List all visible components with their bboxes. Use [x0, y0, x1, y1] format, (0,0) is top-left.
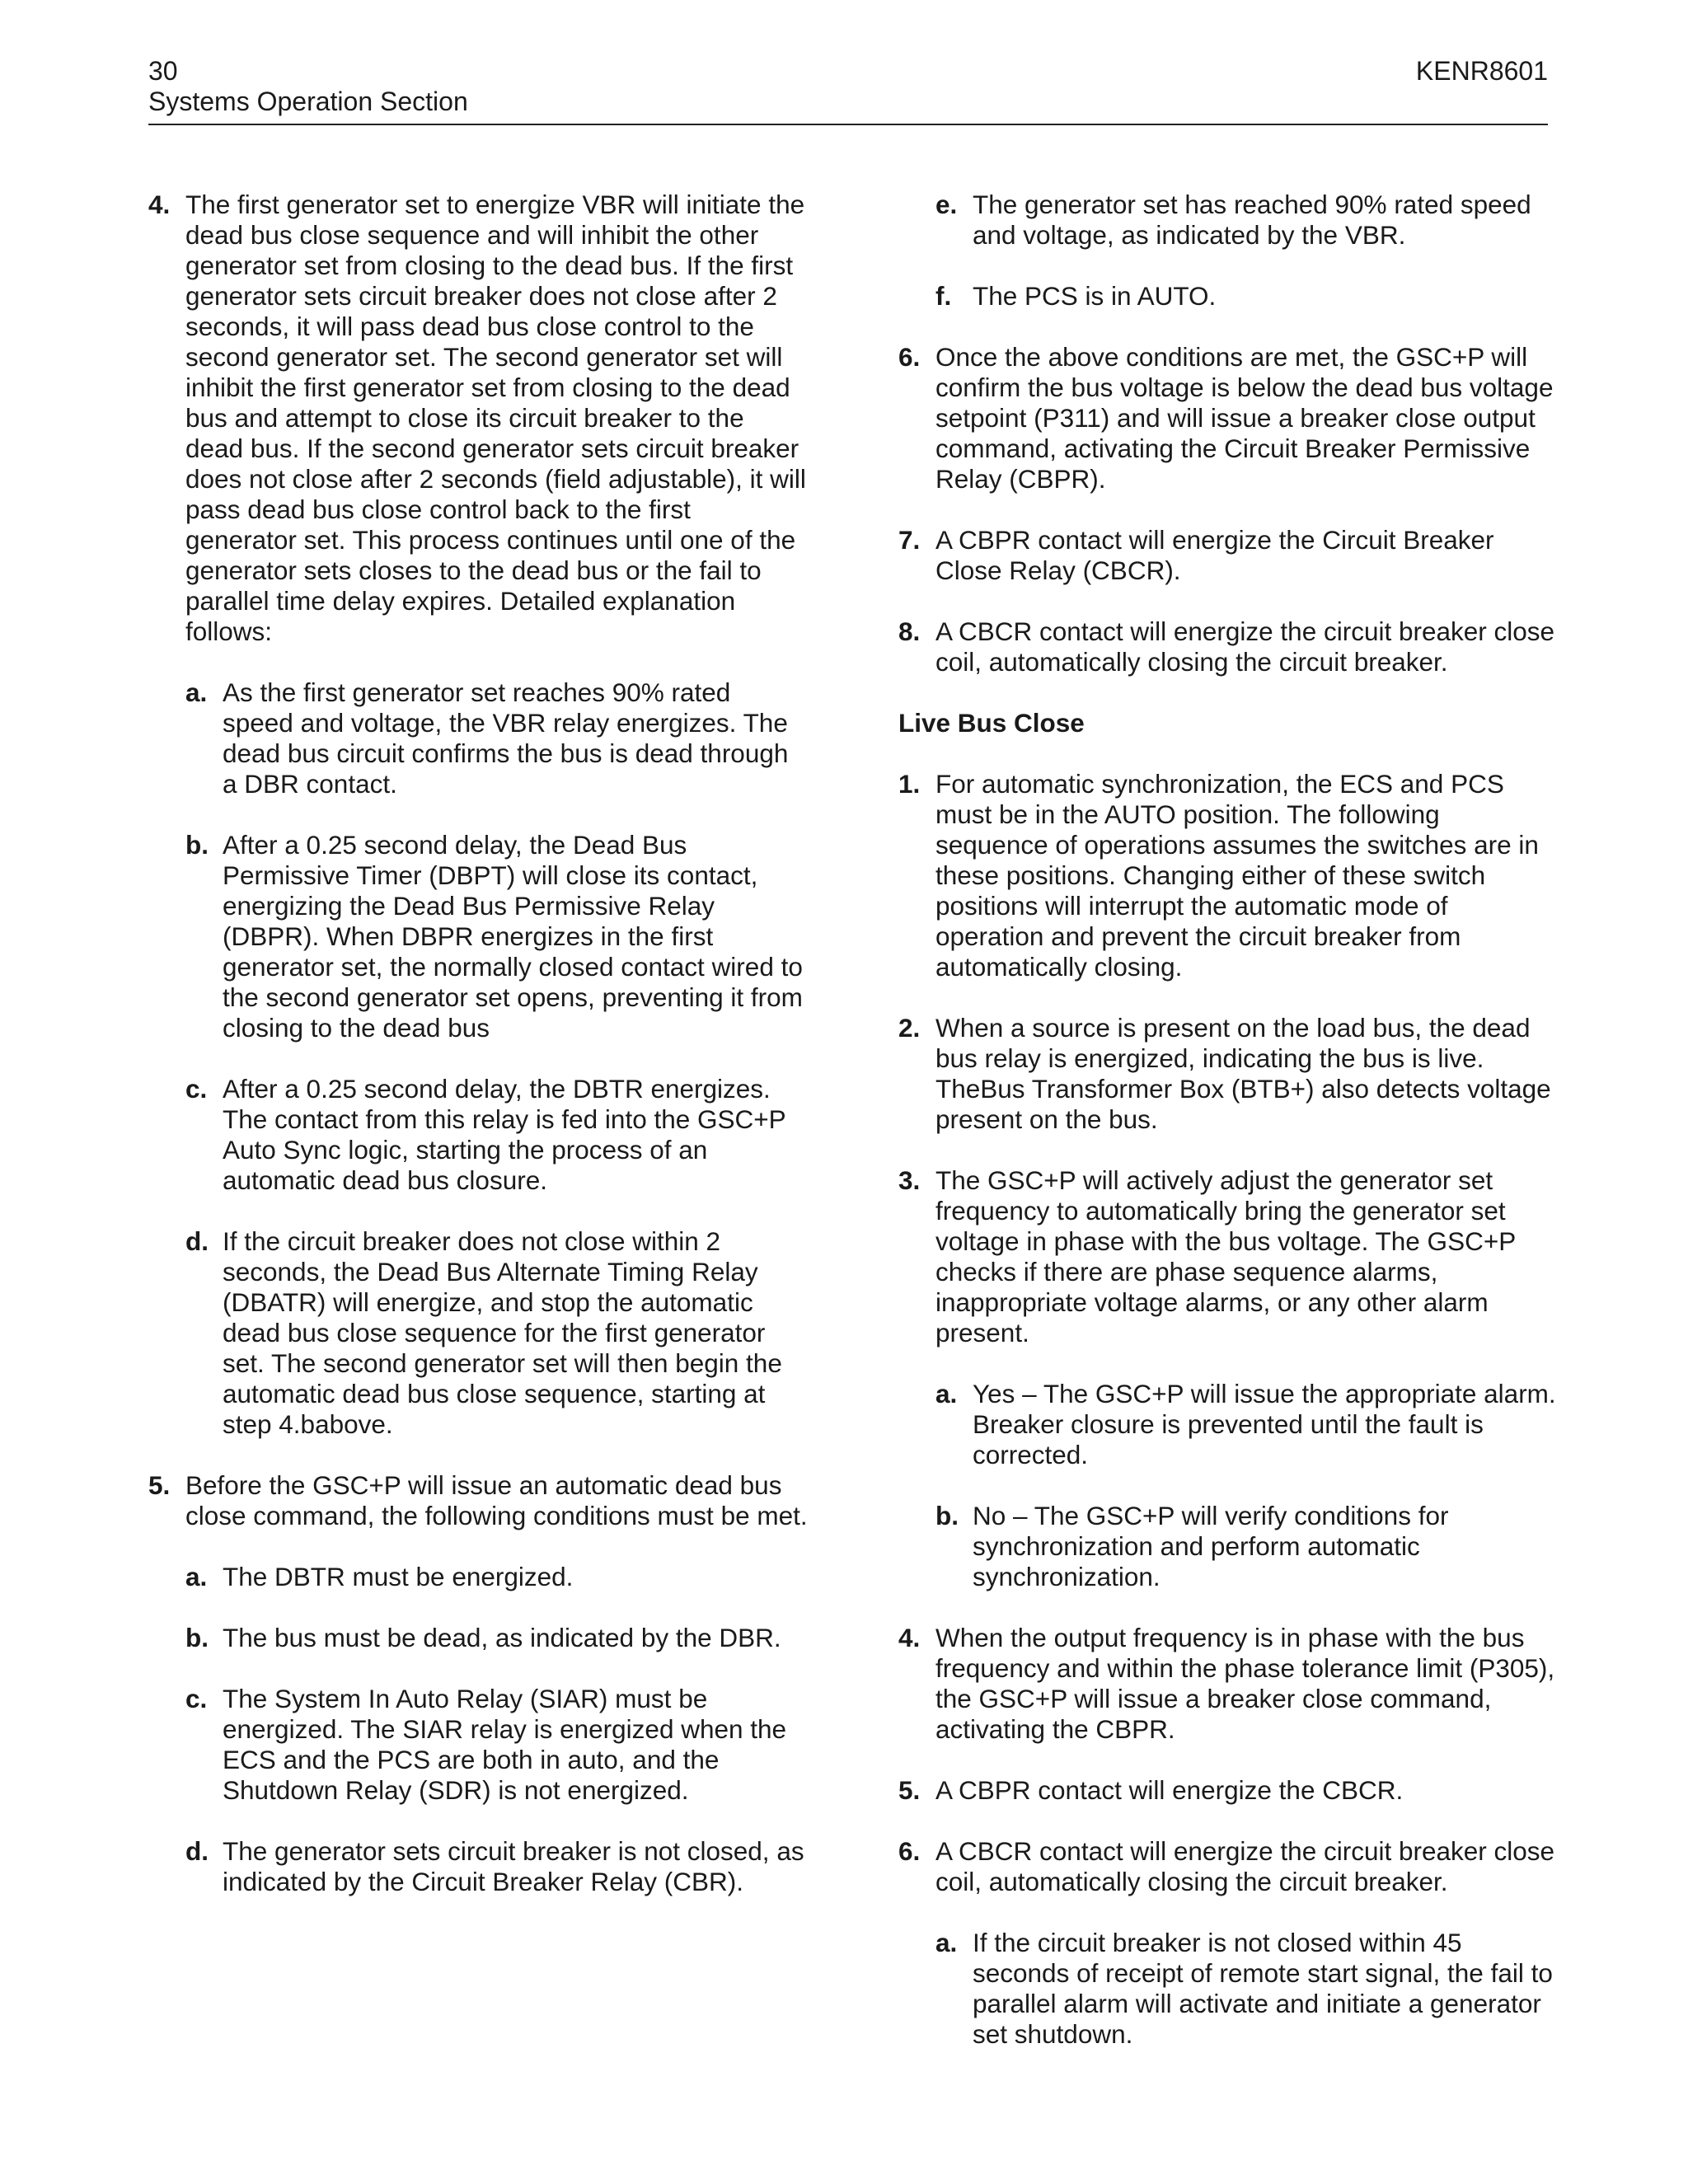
sub-item-letter: a. — [935, 1379, 958, 1408]
sub-item — [185, 1623, 808, 1653]
sub-item — [185, 677, 808, 799]
list-item — [898, 769, 1558, 982]
sub-item-letter: b. — [935, 1501, 959, 1530]
page-header — [148, 56, 1548, 125]
item-text: A CBPR contact will energize the CBCR. — [935, 1775, 1404, 1805]
item-text: The GSC+P will actively adjust the generator set frequency to automatically bring the generator set voltage in phase with the bus voltage. The GSC+P checks if there are phase sequence alarms, inappropriate voltage alarms, or any other alarm present. — [935, 1165, 1516, 1347]
list-item — [898, 1165, 1558, 1348]
item-number: 4. — [148, 190, 171, 219]
item-text: A CBCR contact will energize the circuit breaker close coil, automatically closing the circuit breaker. — [935, 1836, 1555, 1896]
item-number: 5. — [148, 1470, 171, 1500]
left-column — [148, 190, 808, 1928]
sub-item — [935, 1501, 1558, 1592]
item-number: 5. — [898, 1775, 921, 1805]
list-item — [898, 616, 1558, 677]
sub-item-text: The PCS is in AUTO. — [973, 281, 1217, 311]
sub-item — [935, 1379, 1558, 1470]
sub-item — [935, 190, 1558, 251]
sub-item-text: Yes – The GSC+P will issue the appropriate alarm. Breaker closure is prevented until the fault is corrected. — [973, 1379, 1556, 1469]
sub-item-text: If the circuit breaker is not closed within 45 seconds of receipt of remote start signal, the fail to parallel alarm will activate and initiate a generator set shutdown. — [973, 1928, 1553, 2049]
item-text: The first generator set to energize VBR will initiate the dead bus close sequence and will inhibit the other generator set from closing to the dead bus. If the first generator sets circuit breaker does not close after 2 seconds, it will pass dead bus close control to the second generator set. The second generator set will inhibit the first generator set from closing to the dead bus and attempt to close its circuit breaker to the dead bus. If the second generator sets circuit breaker does not close after 2 seconds (field adjustable), it will pass dead bus close control back to the first generator set. This process continues until one of the generator sets closes to the dead bus or the fail to parallel time delay expires. Detailed explanation follows: — [185, 190, 806, 646]
item-number: 2. — [898, 1013, 921, 1043]
item-number: 7. — [898, 525, 921, 555]
page-number: 30 — [148, 56, 178, 86]
sub-item-letter: a. — [185, 677, 208, 707]
sub-item-letter: a. — [185, 1562, 208, 1591]
list-item — [148, 1470, 808, 1531]
sub-item — [185, 1836, 808, 1897]
section-title: Systems Operation Section — [148, 87, 468, 116]
list-item — [898, 342, 1558, 494]
section-heading: Live Bus Close — [898, 708, 1085, 738]
sub-item — [185, 830, 808, 1043]
sub-item — [935, 281, 1558, 312]
item-text: Once the above conditions are met, the GSC+P will confirm the bus voltage is below the dead bus voltage setpoint (P311) and will issue a breaker close output command, activating the Circuit Breaker Permissive Relay (CBPR). — [935, 342, 1554, 494]
list-item — [898, 1836, 1558, 1897]
item-number: 3. — [898, 1165, 921, 1195]
sub-item-letter: d. — [185, 1226, 209, 1256]
item-text: When the output frequency is in phase with the bus frequency and within the phase tolerance limit (P305), the GSC+P will issue a breaker close command, activating the CBPR. — [935, 1623, 1555, 1744]
sub-item-letter: b. — [185, 1623, 209, 1652]
sub-item-letter: e. — [935, 190, 958, 219]
item-number: 4. — [898, 1623, 921, 1652]
sub-item-text: The generator set has reached 90% rated speed and voltage, as indicated by the VBR. — [973, 190, 1531, 250]
sub-item-letter: d. — [185, 1836, 209, 1866]
item-text: A CBPR contact will energize the Circuit Breaker Close Relay (CBCR). — [935, 525, 1494, 585]
sub-item — [185, 1226, 808, 1440]
sub-item — [185, 1074, 808, 1196]
list-item — [898, 1775, 1558, 1806]
item-number: 8. — [898, 616, 921, 646]
sub-item-text: The DBTR must be energized. — [223, 1562, 574, 1591]
item-number: 6. — [898, 1836, 921, 1866]
sub-item-text: As the first generator set reaches 90% rated speed and voltage, the VBR relay energizes. The dead bus circuit confirms the bus is dead through a DBR contact. — [223, 677, 789, 799]
right-column — [898, 190, 1558, 2080]
sub-item-text: No – The GSC+P will verify conditions for synchronization and perform automatic synchronization. — [973, 1501, 1449, 1591]
list-item — [898, 525, 1558, 586]
sub-item-letter: c. — [185, 1074, 208, 1104]
item-text: When a source is present on the load bus, the dead bus relay is energized, indicating the bus is live. TheBus Transformer Box (BTB+) also detects voltage present on the bus. — [935, 1013, 1551, 1134]
sub-item-text: The bus must be dead, as indicated by the DBR. — [223, 1623, 781, 1652]
sub-item-text: If the circuit breaker does not close within 2 seconds, the Dead Bus Alternate Timing Relay (DBATR) will energize, and stop the automatic dead bus close sequence for the first generator set. The second generator set will then begin the automatic dead bus close sequence, starting at step 4.babove. — [223, 1226, 782, 1439]
sub-item — [185, 1562, 808, 1592]
item-text: Before the GSC+P will issue an automatic dead bus close command, the following conditions must be met. — [185, 1470, 808, 1530]
list-item — [898, 1623, 1558, 1745]
sub-item-text: The System In Auto Relay (SIAR) must be energized. The SIAR relay is energized when the ECS and the PCS are both in auto, and the Shutdown Relay (SDR) is not energized. — [223, 1684, 787, 1805]
sub-item-text: After a 0.25 second delay, the Dead Bus Permissive Timer (DBPT) will close its contact, energizing the Dead Bus Permissive Relay (DBPR). When DBPR energizes in the first generator set, the normally closed contact wired to the second generator set opens, preventing it from closing to the dead bus — [223, 830, 803, 1043]
sub-item-text: After a 0.25 second delay, the DBTR energizes. The contact from this relay is fed into the GSC+P Auto Sync logic, starting the process of an automatic dead bus closure. — [223, 1074, 786, 1195]
sub-item-text: The generator sets circuit breaker is not closed, as indicated by the Circuit Breaker Relay (CBR). — [223, 1836, 804, 1896]
sub-item — [185, 1684, 808, 1806]
item-number: 6. — [898, 342, 921, 372]
sub-item-letter: f. — [935, 281, 952, 311]
document-id: KENR8601 — [1415, 56, 1548, 86]
sub-item-letter: a. — [935, 1928, 958, 1957]
list-item — [148, 190, 808, 647]
item-text: For automatic synchronization, the ECS and PCS must be in the AUTO position. The following sequence of operations assumes the switches are in these positions. Changing either of these switch positions will interrupt the automatic mode of operation and prevent the circuit breaker from automatically closing. — [935, 769, 1539, 982]
item-text: A CBCR contact will energize the circuit breaker close coil, automatically closing the circuit breaker. — [935, 616, 1555, 677]
sub-item-letter: c. — [185, 1684, 208, 1713]
list-item — [898, 1013, 1558, 1135]
sub-item-letter: b. — [185, 830, 209, 860]
sub-item — [935, 1928, 1558, 2050]
item-number: 1. — [898, 769, 921, 799]
